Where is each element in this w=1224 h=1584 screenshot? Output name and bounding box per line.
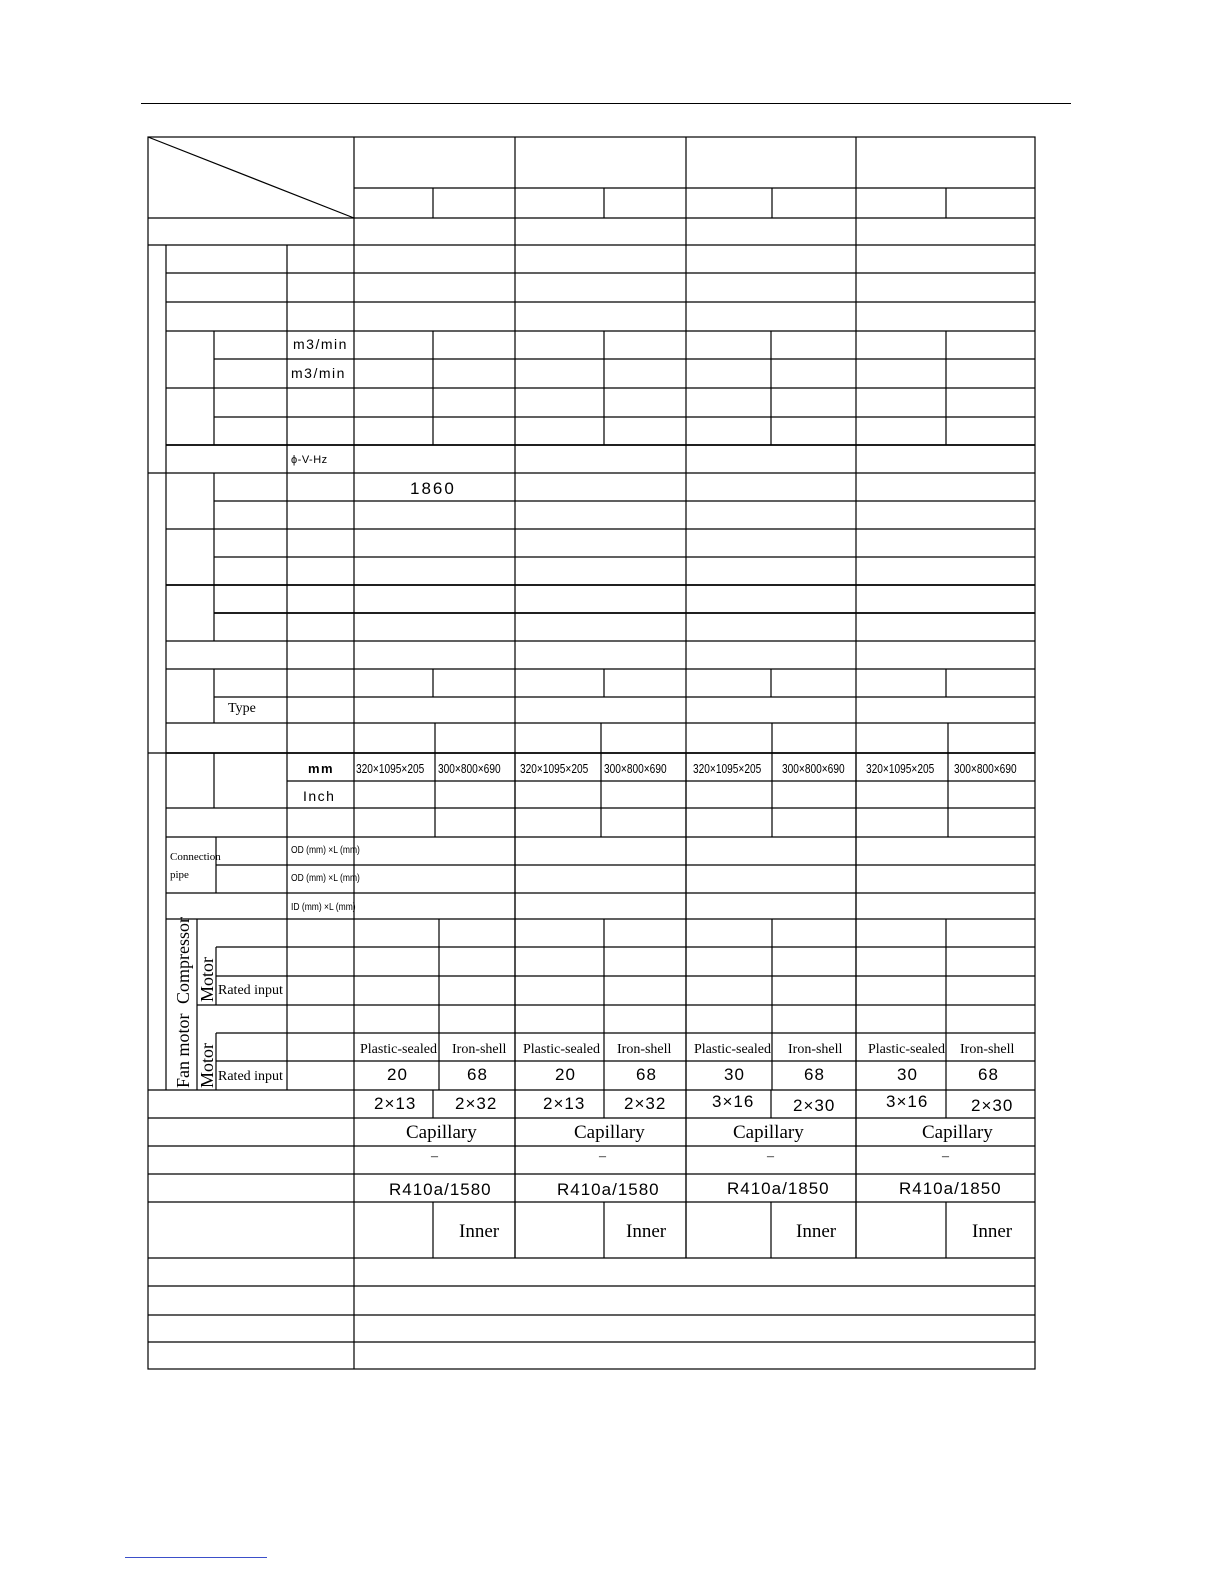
label-rated-input-compressor: Rated input: [218, 983, 283, 998]
fan-input-cell: 20: [387, 1065, 408, 1084]
label-fan-motor: Fan motor: [173, 1013, 193, 1088]
label-rated-input-fan: Rated input: [218, 1069, 283, 1084]
throttle-cell: Capillary: [922, 1122, 993, 1143]
dash-cell: –: [767, 1149, 774, 1164]
unit-pipe-od-2: OD (mm) ×L (mm): [291, 873, 360, 884]
footer-link-underline[interactable]: [125, 1557, 267, 1558]
inner-cell: Inner: [459, 1221, 500, 1242]
unit-pipe-od-1: OD (mm) ×L (mm): [291, 845, 360, 856]
label-compressor: Compressor: [173, 917, 193, 1004]
exchanger-cell: 3×16: [712, 1092, 755, 1111]
label-connection: Connection: [170, 851, 221, 863]
exchanger-cell: 2×32: [624, 1094, 667, 1113]
label-type: Type: [228, 701, 256, 716]
fan-type-cell: Iron-shell: [617, 1042, 672, 1057]
inner-cell: Inner: [626, 1221, 667, 1242]
fan-input-cell: 68: [978, 1065, 999, 1084]
fan-type-cell: Plastic-sealed: [360, 1042, 437, 1057]
fan-type-cell: Plastic-sealed: [694, 1042, 771, 1057]
unit-inch: Inch: [303, 788, 336, 804]
exchanger-cell: 2×30: [793, 1096, 836, 1115]
refrigerant-cell: R410a/1580: [557, 1180, 660, 1199]
unit-airflow-1: m3/min: [293, 336, 348, 352]
unit-airflow-2: m3/min: [291, 365, 346, 381]
unit-mm: mm: [308, 761, 335, 776]
refrigerant-cell: R410a/1580: [389, 1180, 492, 1199]
fan-type-cell: Plastic-sealed: [523, 1042, 600, 1057]
fan-input-cell: 68: [467, 1065, 488, 1084]
capacity-value: 1860: [410, 479, 456, 498]
refrigerant-cell: R410a/1850: [899, 1179, 1002, 1198]
exchanger-cell: 3×16: [886, 1092, 929, 1111]
exchanger-cell: 2×13: [543, 1094, 586, 1113]
fan-input-cell: 68: [804, 1065, 825, 1084]
label-motor-fan: Motor: [197, 1043, 217, 1088]
dimension-cell: 300×800×690: [954, 761, 1017, 776]
fan-type-cell: Iron-shell: [452, 1042, 507, 1057]
dimension-cell: 300×800×690: [438, 761, 501, 776]
dimension-cell: 320×1095×205: [866, 761, 935, 776]
inner-cell: Inner: [796, 1221, 837, 1242]
fan-type-cell: Iron-shell: [788, 1042, 843, 1057]
fan-input-cell: 68: [636, 1065, 657, 1084]
inner-cell: Inner: [972, 1221, 1013, 1242]
exchanger-cell: 2×32: [455, 1094, 498, 1113]
refrigerant-cell: R410a/1850: [727, 1179, 830, 1198]
header-diagonal: [148, 137, 354, 218]
fan-type-cell: Iron-shell: [960, 1042, 1015, 1057]
label-pipe: pipe: [170, 869, 189, 881]
dimension-cell: 320×1095×205: [520, 761, 589, 776]
unit-pipe-id: ID (mm) ×L (mm): [291, 902, 356, 913]
fan-input-cell: 20: [555, 1065, 576, 1084]
dimension-cell: 300×800×690: [782, 761, 845, 776]
dash-cell: –: [942, 1149, 949, 1164]
throttle-cell: Capillary: [733, 1122, 804, 1143]
unit-power-supply: ϕ-V-Hz: [291, 454, 328, 466]
throttle-cell: Capillary: [406, 1122, 477, 1143]
dimension-cell: 300×800×690: [604, 761, 667, 776]
dimension-cell: 320×1095×205: [693, 761, 762, 776]
label-motor-compressor: Motor: [197, 957, 217, 1002]
dash-cell: –: [431, 1149, 438, 1164]
exchanger-cell: 2×13: [374, 1094, 417, 1113]
fan-type-cell: Plastic-sealed: [868, 1042, 945, 1057]
dimension-cell: 320×1095×205: [356, 761, 425, 776]
dash-cell: –: [599, 1149, 606, 1164]
fan-input-cell: 30: [897, 1065, 918, 1084]
exchanger-cell: 2×30: [971, 1096, 1014, 1115]
fan-input-cell: 30: [724, 1065, 745, 1084]
throttle-cell: Capillary: [574, 1122, 645, 1143]
